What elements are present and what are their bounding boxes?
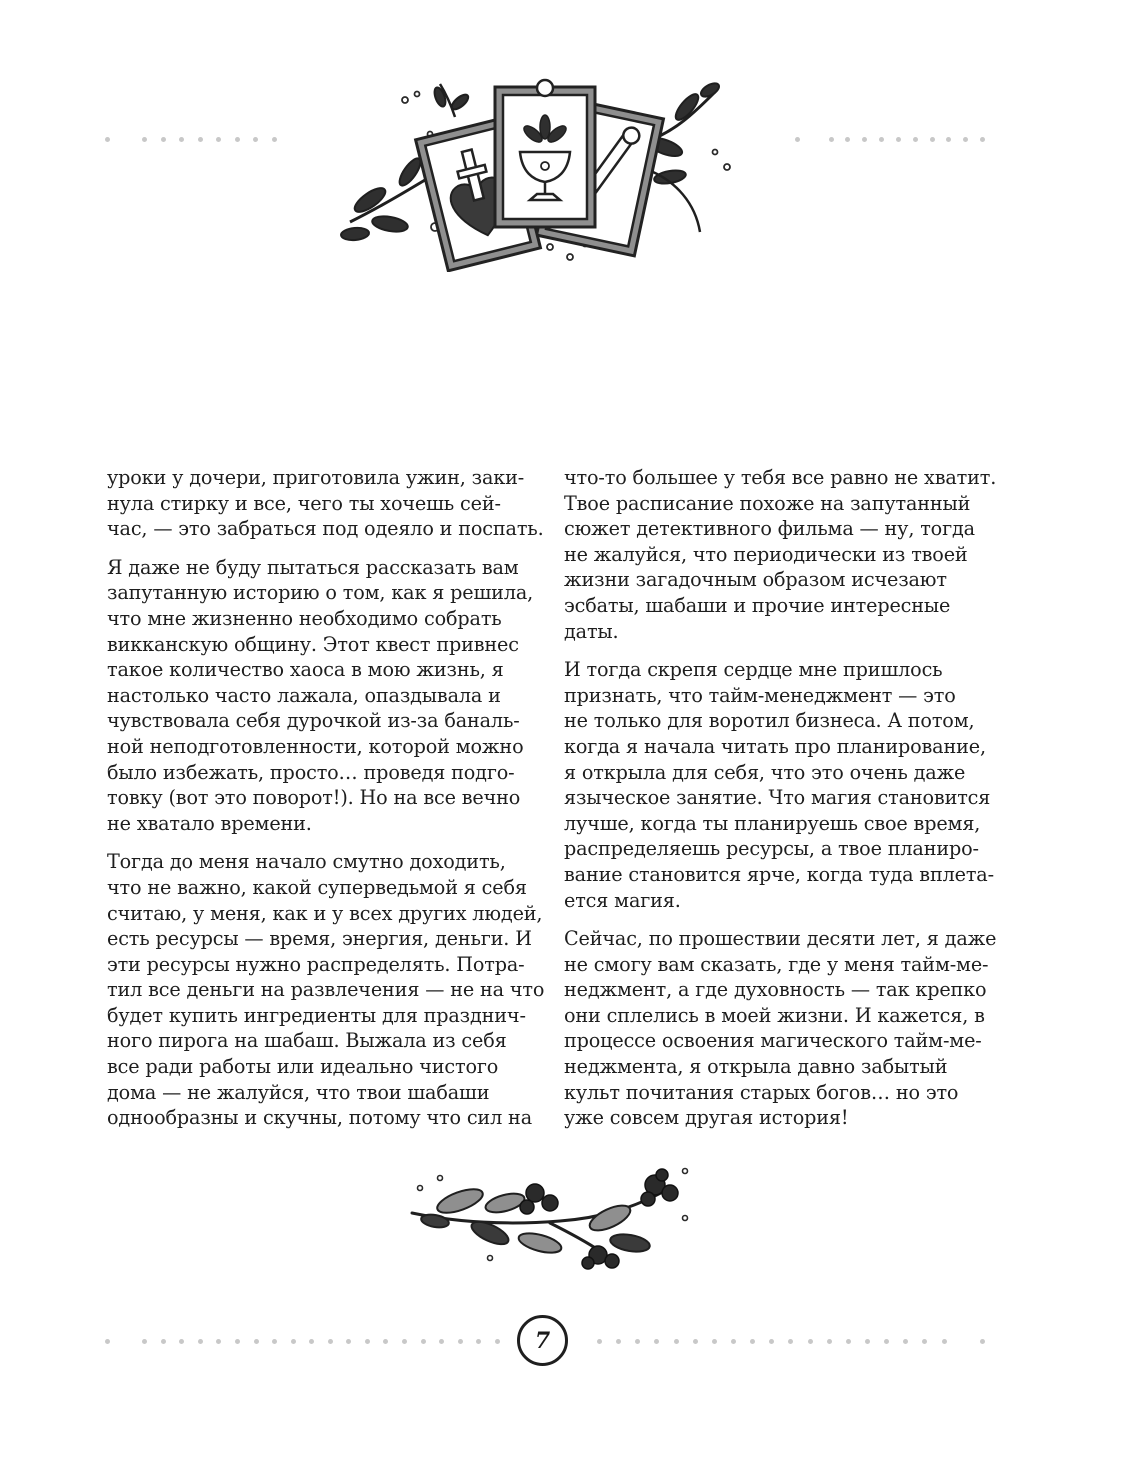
text-line: однообразны и скучны, потому что сил на [107,1106,532,1130]
text-line: Сейчас, по прошествии десяти лет, я даже [564,927,997,951]
text-line: тил все деньги на развлечения — не на что [107,978,545,1002]
text-line: такое количество хаоса в мою жизнь, я [107,658,504,682]
text-line: запутанную историю о том, как я решила, [107,581,534,605]
text-line: настолько часто лажала, опаздывала и [107,683,501,707]
top-left-dotted-rule [105,134,277,144]
text-line: уроки у дочери, приготовила ужин, заки- [107,466,525,489]
text-line: было избежать, просто… проведя подго- [107,760,515,784]
text-line: не только для воротил бизнеса. А потом, [564,709,975,733]
text-line: Я даже не буду пытаться рассказать вам [107,555,519,579]
paragraph [564,465,997,644]
text-line: что мне жизненно необходимо собрать [107,606,502,630]
text-line: не смогу вам сказать, где у меня тайм-ме- [564,952,989,976]
text-line: нула стирку и все, чего ты хочешь сей- [107,491,501,515]
text-line: час, — это забраться под одеяло и поспать. [107,517,544,541]
text-line: даты. [564,619,619,643]
tarot-cards-illustration [335,72,745,272]
leaf-branch-left-icon [341,155,430,241]
text-line: будет купить ингредиенты для празднич- [107,1003,526,1027]
text-line: они сплелись в моей жизни. И кажется, в [564,1003,985,1027]
page-number: 7 [534,1327,551,1354]
paragraph [564,926,997,1131]
text-line: что-то большее у тебя все равно не хватит. [564,466,997,489]
text-line: распределяешь ресурсы, а твое планиро- [564,837,979,861]
text-line: эсбаты, шабаши и прочие интересные [564,593,951,617]
leaf-sprig-top-icon [432,84,470,117]
paragraph [564,657,994,913]
tarot-card-chalice-icon [495,80,595,227]
text-line: процессе освоения магического тайм-ме- [564,1029,982,1053]
text-column-right [564,465,997,1144]
text-column-left [107,465,545,1144]
top-right-dotted-rule [795,134,985,144]
text-line: уже совсем другая история! [564,1106,849,1130]
paragraph [107,555,534,837]
text-line: я открыла для себя, что это очень даже [564,760,966,784]
text-line: признать, что тайм-менеджмент — это [564,683,956,707]
paragraph [107,465,544,542]
text-line: когда я начала читать про планирование, [564,734,986,758]
text-line: викканскую общину. Этот квест привнес [107,632,519,656]
text-line: эти ресурсы нужно распределять. Потра- [107,952,525,976]
text-line: И тогда скрепя сердце мне пришлось [564,658,943,682]
text-line: сюжет детективного фильма — ну, тогда [564,517,975,541]
text-line: не жалуйся, что периодически из твоей [564,542,968,566]
text-line: чувствовала себя дурочкой из-за баналь- [107,709,520,733]
text-line: что не важно, какой суперведьмой я себя [107,875,527,899]
text-line: не хватало времени. [107,811,312,835]
paragraph [107,849,545,1131]
text-line: ется магия. [564,888,681,912]
text-line: Твое расписание похоже на запутанный [564,491,971,515]
text-line: все ради работы или идеально чистого [107,1055,499,1079]
floral-branch-divider [400,1163,700,1275]
text-line: дома — не жалуйся, что твои шабаши [107,1080,490,1104]
text-line: лучше, когда ты планируешь свое время, [564,811,981,835]
text-line: неджмент, а где духовность — так крепко [564,978,987,1002]
text-line: есть ресурсы — время, энергия, деньги. И [107,927,532,951]
text-line: считаю, у меня, как и у всех других людей, [107,901,543,925]
text-line: вание становится ярче, когда туда вплета- [564,862,994,886]
text-line: Тогда до меня начало смутно доходить, [107,850,506,874]
text-line: ного пирога на шабаш. Выжала из себя [107,1029,507,1053]
text-line: культ почитания старых богов… но это [564,1080,959,1104]
text-line: неджмента, я открыла давно забытый [564,1055,948,1079]
bottom-left-dotted-rule [105,1336,500,1346]
text-line: товку (вот это поворот!). Но на все вечно [107,786,521,810]
text-line: ной неподготовленности, которой можно [107,734,524,758]
bottom-right-dotted-rule [597,1336,985,1346]
text-line: жизни загадочным образом исчезают [564,568,947,592]
text-line: языческое занятие. Что магия становится [564,786,991,810]
